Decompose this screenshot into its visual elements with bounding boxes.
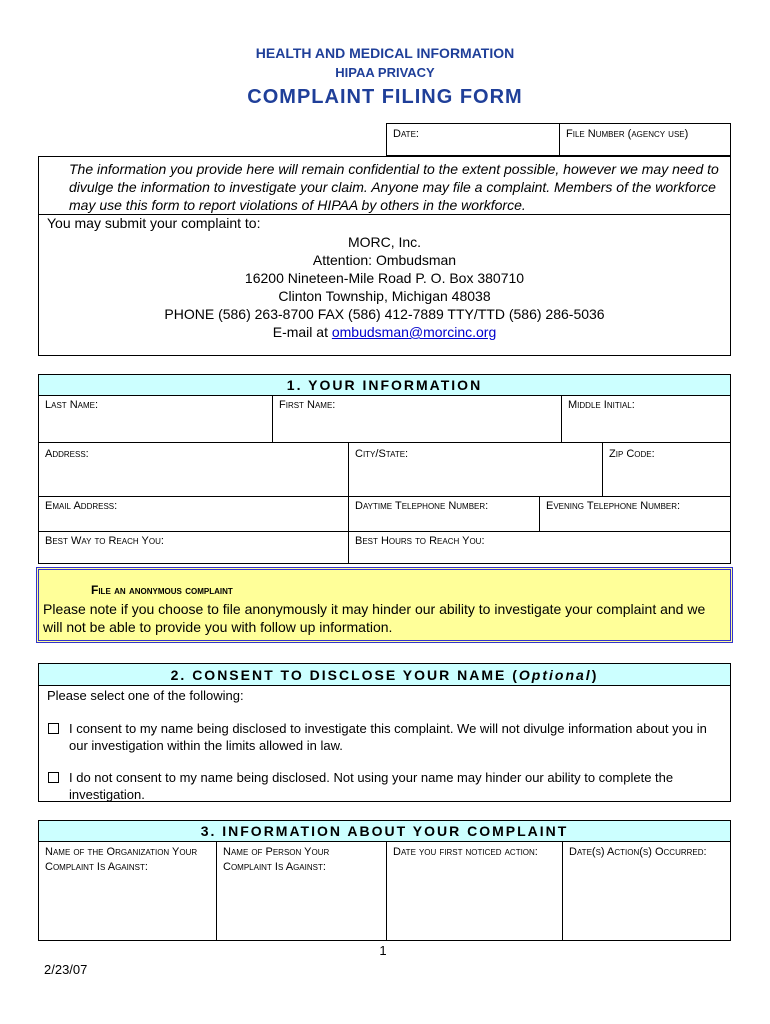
evening-phone-label: Evening Telephone Number: <box>546 500 681 512</box>
email-link[interactable]: ombudsman@morcinc.org <box>331 324 497 340</box>
anonymous-complaint-box[interactable] <box>36 567 733 643</box>
no-consent-option-text: I do not consent to my name being disclosed. Not using your name may hinder our ability to complete the investigation. <box>69 770 674 802</box>
first-noticed-label: Date you first noticed action: <box>393 846 538 858</box>
best-way-label: Best Way to Reach You: <box>45 535 164 547</box>
action-dates-field[interactable] <box>562 842 730 940</box>
best-way-field[interactable] <box>39 531 348 563</box>
email-line <box>39 323 730 341</box>
person-label: Name of Person Your Complaint Is Against: <box>223 846 330 873</box>
section2-title-text: 2. CONSENT TO DISCLOSE YOUR NAME ( <box>170 667 519 683</box>
last-name-field[interactable] <box>39 396 272 442</box>
consent-checkbox[interactable] <box>48 723 59 734</box>
first-name-label: First Name: <box>279 399 336 411</box>
section2-title <box>39 664 730 686</box>
evening-phone-field[interactable] <box>539 496 730 531</box>
first-noticed-field[interactable] <box>386 842 562 940</box>
section-your-information <box>38 374 731 564</box>
section1-title: 1. YOUR INFORMATION <box>39 375 730 396</box>
email-address-label: Email Address: <box>45 500 118 512</box>
zip-code-field[interactable] <box>602 442 730 496</box>
date-field[interactable] <box>387 124 559 155</box>
address-label: Address: <box>45 448 89 460</box>
action-dates-label: Date(s) Action(s) Occurred: <box>569 846 707 858</box>
anonymous-text: Please note if you choose to file anonymously it may hinder our ability to investigate your complaint and we will not be able to provide you with follow up information. <box>43 601 706 635</box>
last-name-label: Last Name: <box>45 399 99 411</box>
date-file-row <box>386 123 731 156</box>
daytime-phone-field[interactable] <box>348 496 539 531</box>
page-number: 1 <box>379 943 387 958</box>
daytime-phone-label: Daytime Telephone Number: <box>355 500 489 512</box>
anonymous-heading: File an anonymous complaint <box>91 583 233 597</box>
confidential-notice: The information you provide here will remain confidential to the extent possible, however we may need to divulge the information to investigate your claim. Anyone may file a complaint. Members of the workforce may use this form to report violations of HIPAA by others in the workforce. <box>69 161 719 213</box>
optional-label: Optional <box>518 667 592 683</box>
section-complaint-info <box>38 820 731 941</box>
org-name: MORC, Inc. <box>347 234 422 250</box>
consent-instruction: Please select one of the following: <box>47 688 244 703</box>
attention-line: Attention: Ombudsman <box>312 252 457 268</box>
email-prefix: E-mail at <box>272 324 332 340</box>
city-state-field[interactable] <box>348 442 602 496</box>
file-number-label: File Number (agency use) <box>566 128 689 140</box>
organization-label: Name of the Organization Your Complaint Is Against: <box>45 846 198 873</box>
consent-option-text: I consent to my name being disclosed to investigate this complaint. We will not divulge information about you in our investigation within the limits allowed in law. <box>69 721 707 753</box>
email-address-field[interactable] <box>39 496 348 531</box>
address-block <box>39 233 730 341</box>
first-name-field[interactable] <box>272 396 561 442</box>
section3-title: 3. INFORMATION ABOUT YOUR COMPLAINT <box>39 821 730 842</box>
footer-date: 2/23/07 <box>44 962 88 977</box>
section2-title-close: ) <box>591 667 599 683</box>
organization-field[interactable] <box>39 842 216 940</box>
no-consent-checkbox[interactable] <box>48 772 59 783</box>
phone-line: PHONE (586) 263-8700 FAX (586) 412-7889 TTY/TTD (586) 286-5036 <box>164 306 605 322</box>
person-field[interactable] <box>216 842 386 940</box>
middle-initial-label: Middle Initial: <box>568 399 635 411</box>
best-hours-field[interactable] <box>348 531 730 563</box>
middle-initial-field[interactable] <box>561 396 730 442</box>
date-label: Date: <box>393 128 419 140</box>
address-field[interactable] <box>39 442 348 496</box>
header-line-1: HEALTH AND MEDICAL INFORMATION <box>255 45 515 61</box>
street-line: 16200 Nineteen-Mile Road P. O. Box 380710 <box>244 270 525 286</box>
best-hours-label: Best Hours to Reach You: <box>355 535 485 547</box>
intro-box <box>38 156 731 356</box>
file-number-field[interactable] <box>559 124 731 155</box>
city-state-label: City/State: <box>355 448 409 460</box>
form-title: COMPLAINT FILING FORM <box>247 86 523 108</box>
submit-to-text: You may submit your complaint to: <box>47 215 261 231</box>
header-line-2: HIPAA PRIVACY <box>335 65 435 80</box>
city-line: Clinton Township, Michigan 48038 <box>278 288 491 304</box>
zip-code-label: Zip Code: <box>609 448 655 460</box>
section-consent <box>38 663 731 802</box>
